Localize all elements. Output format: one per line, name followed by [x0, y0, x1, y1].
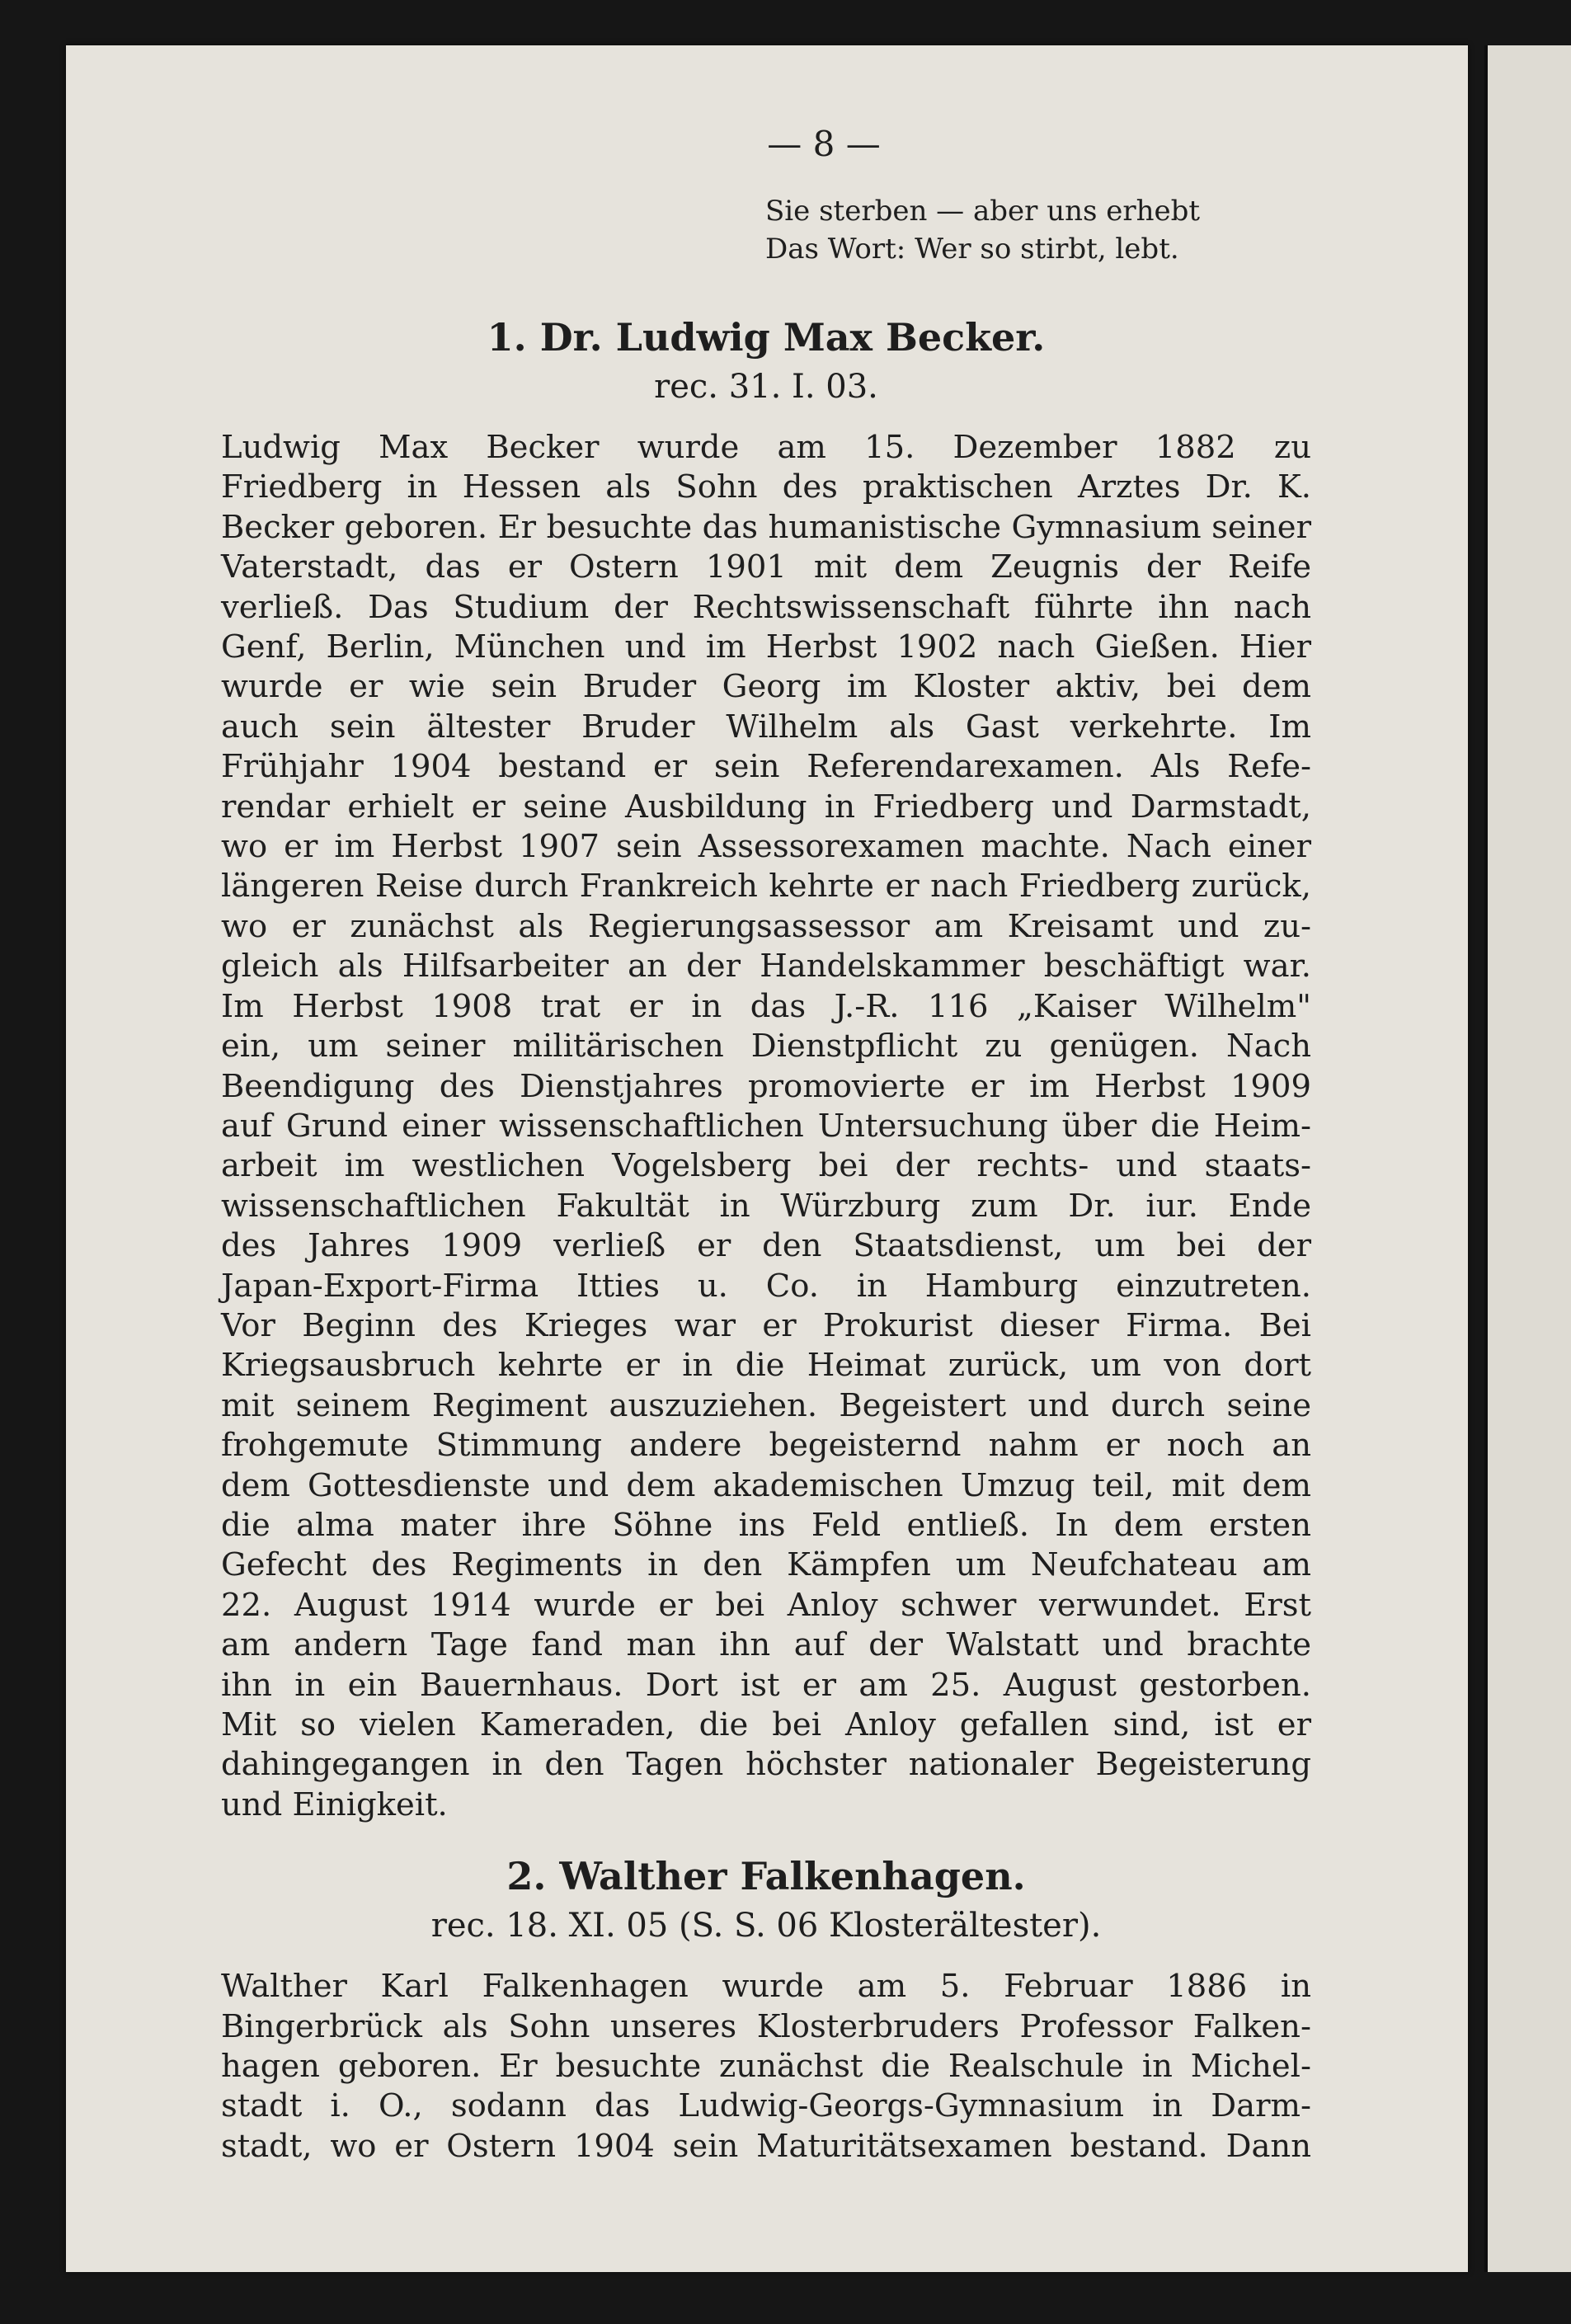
motto-line: Das Wort: Wer so stirbt, lebt.: [765, 233, 1179, 266]
text-line: wo er im Herbst 1907 sein Assessorexamen machte. Nach einer: [221, 828, 1311, 866]
text-line: Vor Beginn des Krieges war er Prokurist dieser Firma. Bei: [221, 1306, 1311, 1344]
text-line: rendar erhielt er seine Ausbildung in Friedberg und Darmstadt,: [221, 788, 1311, 826]
text-line: Becker geboren. Er besuchte das humanistische Gymnasium seiner: [221, 508, 1311, 546]
text-line: ihn in ein Bauernhaus. Dort ist er am 25. August gestorben.: [221, 1666, 1311, 1704]
text-line: auch sein ältester Bruder Wilhelm als Gast verkehrte. Im: [221, 708, 1311, 746]
text-line: Gefecht des Regiments in den Kämpfen um Neufchateau am: [221, 1546, 1311, 1584]
text-line: frohgemute Stimmung andere begeisternd nahm er noch an: [221, 1427, 1311, 1465]
page-number: — 8 —: [767, 124, 881, 164]
text-line: Vaterstadt, das er Ostern 1901 mit dem Zeugnis der Reife: [221, 548, 1311, 586]
text-line: Genf, Berlin, München und im Herbst 1902 nach Gießen. Hier: [221, 628, 1311, 666]
text-line: ein, um seiner militärischen Dienstpflicht zu genügen. Nach: [221, 1028, 1311, 1066]
text-line: längeren Reise durch Frankreich kehrte er nach Friedberg zurück,: [221, 868, 1311, 906]
text-line: Mit so vielen Kameraden, die bei Anloy gefallen sind, ist er: [221, 1706, 1311, 1743]
text-line: des Jahres 1909 verließ er den Staatsdienst, um bei der: [221, 1227, 1311, 1265]
entry-reception-date: rec. 18. XI. 05 (S. S. 06 Klosterältester).: [430, 1907, 1102, 1945]
entry-heading: 2. Walther Falkenhagen.: [506, 1854, 1026, 1899]
text-line: hagen geboren. Er besuchte zunächst die Realschule in Michel-: [221, 2048, 1311, 2086]
text-line: dahingegangen in den Tagen höchster nationaler Begeisterung: [221, 1746, 1311, 1784]
entry-heading: 1. Dr. Ludwig Max Becker.: [487, 315, 1046, 360]
entry-biography: [221, 428, 1311, 1825]
text-line: und Einigkeit.: [221, 1785, 448, 1823]
text-line: die alma mater ihre Söhne ins Feld entließ. In dem ersten: [221, 1506, 1311, 1544]
motto-line: Sie sterben — aber uns erhebt: [765, 195, 1201, 228]
text-line: dem Gottesdienste und dem akademischen Umzug teil, mit dem: [221, 1466, 1311, 1504]
text-line: wo er zunächst als Regierungsassessor am Kreisamt und zu-: [221, 907, 1311, 945]
text-line: Beendigung des Dienstjahres promovierte er im Herbst 1909: [221, 1067, 1311, 1105]
text-line: wurde er wie sein Bruder Georg im Kloster aktiv, bei dem: [221, 668, 1311, 706]
text-line: Walther Karl Falkenhagen wurde am 5. Februar 1886 in: [221, 1968, 1311, 2006]
text-line: Frühjahr 1904 bestand er sein Referendarexamen. Als Refe-: [221, 748, 1311, 786]
text-line: 22. August 1914 wurde er bei Anloy schwer verwundet. Erst: [221, 1586, 1311, 1624]
text-line: mit seinem Regiment auszuziehen. Begeistert und durch seine: [221, 1386, 1311, 1424]
adjacent-page-edge: [1484, 45, 1571, 2272]
entry-reception-date: rec. 31. I. 03.: [654, 368, 878, 406]
text-line: arbeit im westlichen Vogelsberg bei der rechts- und staats-: [221, 1147, 1311, 1185]
motto-verse: [765, 192, 1311, 268]
page-text-block: [221, 124, 1311, 2166]
text-line: verließ. Das Studium der Rechtswissenschaft führte ihn nach: [221, 588, 1311, 626]
text-line: auf Grund einer wissenschaftlichen Untersuchung über die Heim-: [221, 1107, 1311, 1145]
text-line: Japan-Export-Firma Itties u. Co. in Hamburg einzutreten.: [221, 1267, 1311, 1305]
text-line: wissenschaftlichen Fakultät in Würzburg zum Dr. iur. Ende: [221, 1187, 1311, 1225]
obituary-entry-1: [221, 314, 1311, 1825]
text-line: Bingerbrück als Sohn unseres Klosterbruders Professor Falken-: [221, 2007, 1311, 2045]
text-line: stadt i. O., sodann das Ludwig-Georgs-Gymnasium in Darm-: [221, 2087, 1311, 2125]
obituary-entry-2: [221, 1853, 1311, 2166]
text-line: Friedberg in Hessen als Sohn des praktischen Arztes Dr. K.: [221, 468, 1311, 506]
text-line: Ludwig Max Becker wurde am 15. Dezember 1882 zu: [221, 429, 1311, 466]
text-line: stadt, wo er Ostern 1904 sein Maturitätsexamen bestand. Dann: [221, 2127, 1311, 2165]
entry-biography: [221, 1967, 1311, 2166]
text-line: Im Herbst 1908 trat er in das J.-R. 116 „Kaiser Wilhelm": [221, 987, 1311, 1025]
text-line: Kriegsausbruch kehrte er in die Heimat zurück, um von dort: [221, 1347, 1311, 1385]
text-line: gleich als Hilfsarbeiter an der Handelskammer beschäftigt war.: [221, 948, 1311, 986]
text-line: am andern Tage fand man ihn auf der Walstatt und brachte: [221, 1626, 1311, 1664]
